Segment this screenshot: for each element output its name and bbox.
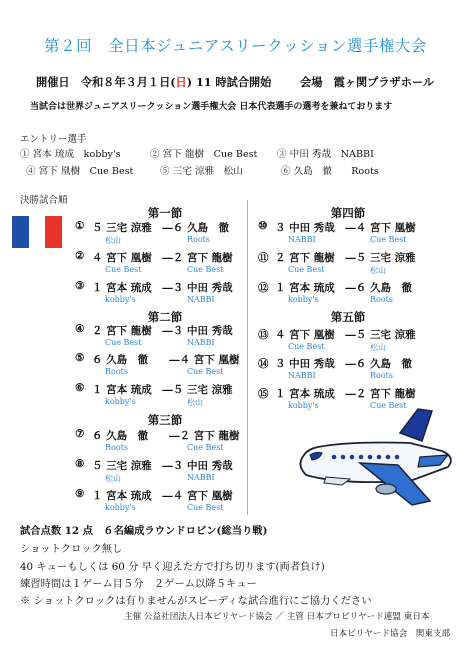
team-right: NABBI xyxy=(187,295,215,304)
entry-player: ⑥ 久島 徹 Roots xyxy=(281,166,379,177)
organizer-line: 日本ビリヤード協会 関東支部 xyxy=(330,629,451,639)
match-pairing: １ 宮本 琉成 ―４ 宮下 凰樹 xyxy=(92,490,233,502)
team-right: 松山 xyxy=(187,398,203,407)
match-pairing: ５ 三宅 涼雅 ―３ 中田 秀哉 xyxy=(92,460,233,472)
match-number: ⑨ xyxy=(75,488,85,500)
team-left: Cue Best xyxy=(288,265,325,274)
match-number: ⑫ xyxy=(258,282,269,294)
match-pairing: １ 宮本 琉成 ―５ 三宅 涼雅 xyxy=(92,384,233,396)
match-pairing: １ 宮本 琉成 ―２ 宮下 龍樹 xyxy=(275,388,416,400)
team-right: Cue Best xyxy=(187,367,224,376)
match-number: ⑧ xyxy=(75,458,85,470)
team-right: Roots xyxy=(370,371,393,380)
flag-red-stripe xyxy=(45,216,62,248)
match-pairing: １ 宮本 琉成 ―３ 中田 秀哉 xyxy=(92,282,233,294)
team-right: NABBI xyxy=(187,473,215,482)
team-left: Cue Best xyxy=(288,342,325,351)
team-left: kobby's xyxy=(105,503,136,512)
entries-title: エントリー選手 xyxy=(20,134,87,145)
match-number: ⑪ xyxy=(258,252,269,264)
flag-white-stripe xyxy=(29,216,46,248)
date-weekday: 日 xyxy=(175,75,187,89)
round-label: 第一節 xyxy=(147,206,183,220)
rules-line: 40 キューもしくは 60 分 早く迎えた方で打ち切ります(両者負け) xyxy=(20,561,325,573)
team-left: NABBI xyxy=(288,371,316,380)
team-right: NABBI xyxy=(187,338,215,347)
team-left: Cue Best xyxy=(105,265,142,274)
rules-line: 練習時間は１ゲーム目５分 ２ゲーム以降５キュー xyxy=(20,578,257,590)
match-pairing: ６ 久島 徹 ―２ 宮下 龍樹 xyxy=(92,430,240,442)
page-title: 第２回 全日本ジュニアスリークッション選手権大会 xyxy=(44,37,427,55)
flag-blue-stripe xyxy=(12,216,29,248)
team-left: Roots xyxy=(105,367,128,376)
match-number: ⑮ xyxy=(258,388,269,400)
team-left: kobby's xyxy=(288,401,319,410)
match-pairing: ２ 宮下 龍樹 ―５ 三宅 涼雅 xyxy=(275,252,416,264)
match-number: ⑥ xyxy=(75,382,85,394)
date-label: 開催日 令和８年３月１日( xyxy=(36,75,176,89)
team-left: kobby's xyxy=(288,295,319,304)
organizer-line: 主催 公益社団法人日本ビリヤード協会 ／ 主管 日本プロビリヤード連盟 東日本 xyxy=(124,612,430,622)
event-date xyxy=(36,74,271,90)
team-left: 松山 xyxy=(105,236,121,245)
team-right: 松山 xyxy=(370,343,386,352)
team-left: NABBI xyxy=(288,235,316,244)
team-left: 松山 xyxy=(105,474,121,483)
team-right: Roots xyxy=(187,235,210,244)
match-pairing: ２ 宮下 龍樹 ―３ 中田 秀哉 xyxy=(92,325,233,337)
match-pairing: ４ 宮下 凰樹 ―２ 宮下 龍樹 xyxy=(92,252,233,264)
match-number: ④ xyxy=(75,323,85,335)
match-number: ③ xyxy=(75,280,85,292)
round-label: 第二節 xyxy=(147,310,183,324)
team-left: kobby's xyxy=(105,295,136,304)
match-pairing: ４ 宮下 凰樹 ―５ 三宅 涼雅 xyxy=(275,329,416,341)
match-number: ① xyxy=(75,220,85,232)
entry-player: ② 宮下 龍樹 Cue Best xyxy=(150,149,258,160)
team-right: Cue Best xyxy=(370,235,407,244)
team-right: Cue Best xyxy=(187,443,224,452)
column-divider xyxy=(247,200,248,515)
match-pairing: ３ 中田 秀哉 ―４ 宮下 凰樹 xyxy=(275,222,416,234)
match-number: ② xyxy=(75,250,85,262)
match-number: ⑭ xyxy=(258,358,269,370)
team-right: Cue Best xyxy=(187,503,224,512)
match-number: ⑦ xyxy=(75,428,85,440)
france-flag-icon xyxy=(12,216,62,248)
team-left: kobby's xyxy=(105,397,136,406)
team-right: Roots xyxy=(370,295,393,304)
round-label: 第四節 xyxy=(330,206,366,220)
round-label: 第五節 xyxy=(330,310,366,324)
team-right: 松山 xyxy=(370,266,386,275)
entry-player: ⑤ 三宅 涼雅 松山 xyxy=(160,166,243,177)
team-right: Cue Best xyxy=(187,265,224,274)
match-number: ⑩ xyxy=(258,220,268,232)
match-pairing: ３ 中田 秀哉 ―６ 久島 徹 xyxy=(275,358,412,370)
selection-notice: 当試合は世界ジュニアスリークッション選手権大会 日本代表選手の選考を兼ねております xyxy=(30,102,393,112)
rules-line: ショットクロック無し xyxy=(20,543,123,555)
match-pairing: １ 宮本 琉成 ―６ 久島 徹 xyxy=(275,282,412,294)
entry-player: ③ 中田 秀哉 NABBI xyxy=(277,149,374,160)
date-suffix: ) 11 時試合開始 xyxy=(186,75,272,89)
entry-player: ① 宮本 琉成 kobby's xyxy=(20,149,121,160)
round-label: 第三節 xyxy=(147,413,183,427)
match-number: ⑬ xyxy=(258,329,269,341)
match-pairing: ６ 久島 徹 ―４ 宮下 凰樹 xyxy=(92,354,240,366)
finals-title: 決勝試合順 xyxy=(20,195,68,206)
entry-player: ④ 宮下 凰樹 Cue Best xyxy=(26,166,134,177)
match-pairing: ５ 三宅 涼雅 ―６ 久島 徹 xyxy=(92,222,229,234)
airplane-icon xyxy=(290,405,460,520)
event-venue: 会場 霞ヶ関プラザホール xyxy=(300,75,435,89)
team-right: Cue Best xyxy=(370,401,407,410)
team-left: Roots xyxy=(105,443,128,452)
match-number: ⑤ xyxy=(75,352,85,364)
rules-line: 試合点数 12 点 ６名編成ラウンドロビン(総当り戦) xyxy=(20,525,268,537)
team-left: Cue Best xyxy=(105,338,142,347)
rules-line: ※ ショットクロックは有りませんがスピーディな試合進行にご協力ください xyxy=(20,595,372,607)
